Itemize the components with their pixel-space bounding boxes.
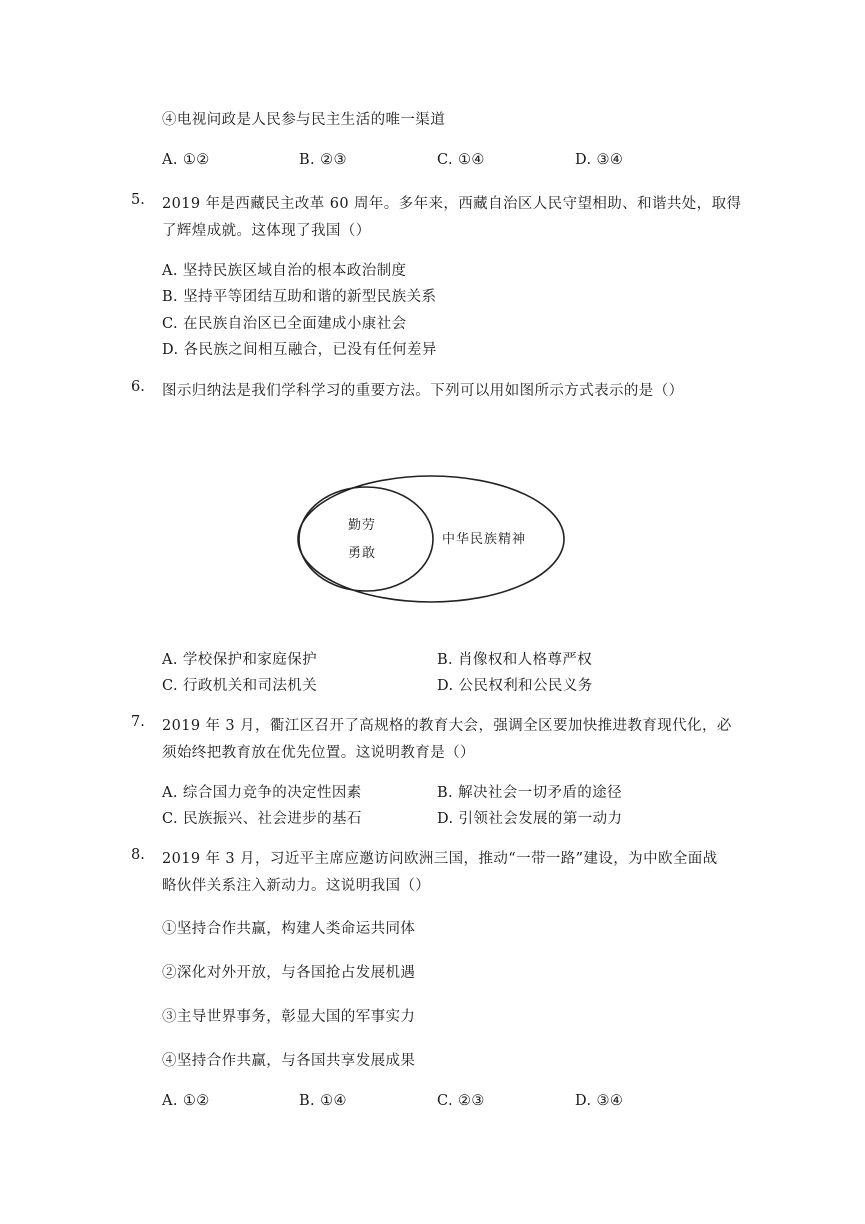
q8-statement-1: ①坚持合作共赢，构建人类命运共同体 xyxy=(162,921,416,937)
q8-option-a: A. ①② xyxy=(162,1093,210,1109)
q6-option-c: C. 行政机关和司法机关 xyxy=(162,678,318,694)
q5-stem-line-1: 2019 年是西藏民主改革 60 周年。多年来，西藏自治区人民守望相助、和谐共处，取得 xyxy=(162,196,742,212)
q5-option-c: C. 在民族自治区已全面建成小康社会 xyxy=(162,316,407,332)
q8-statement-4: ④坚持合作共赢，与各国共享发展成果 xyxy=(162,1053,416,1069)
q7-option-d: D. 引领社会发展的第一动力 xyxy=(437,811,623,827)
q5-option-d: D. 各民族之间相互融合，已没有任何差异 xyxy=(162,342,437,358)
q4-option-b: B. ②③ xyxy=(299,152,347,168)
q8-stem-line-1: 2019 年 3 月，习近平主席应邀访问欧洲三国，推动“一带一路”建设，为中欧全面战 xyxy=(162,851,718,867)
q4-option-d: D. ③④ xyxy=(575,152,624,168)
inner-ellipse xyxy=(299,487,433,591)
q7-stem-line-1: 2019 年 3 月，衢江区召开了高规格的教育大会，强调全区要加快推进教育现代化，必 xyxy=(162,718,732,734)
q6-option-a: A. 学校保护和家庭保护 xyxy=(162,652,317,668)
q4-option-c: C. ①④ xyxy=(437,152,485,168)
q4-option-a: A. ①② xyxy=(162,152,210,168)
q8-statement-3: ③主导世界事务，彰显大国的军事实力 xyxy=(162,1009,416,1025)
q6-number: 6. xyxy=(131,379,145,395)
q8-number: 8. xyxy=(131,847,145,863)
q6-option-d: D. 公民权利和公民义务 xyxy=(437,678,593,694)
q5-option-a: A. 坚持民族区域自治的根本政治制度 xyxy=(162,263,407,279)
q7-number: 7. xyxy=(131,714,145,730)
q8-option-c: C. ②③ xyxy=(437,1093,485,1109)
q8-statement-2: ②深化对外开放，与各国抢占发展机遇 xyxy=(162,965,416,981)
q7-stem-line-2: 须始终把教育放在优先位置。这说明教育是（） xyxy=(162,745,475,761)
q6-option-b: B. 肖像权和人格尊严权 xyxy=(437,652,593,668)
outer-label: 中华民族精神 xyxy=(442,532,527,547)
q8-option-b: B. ①④ xyxy=(299,1093,347,1109)
inner-label-line-1: 勤劳 xyxy=(348,518,377,533)
q5-number: 5. xyxy=(131,192,145,208)
q6-stem: 图示归纳法是我们学科学习的重要方法。下列可以用如图所示方式表示的是（） xyxy=(162,383,684,399)
q4-statement-4: ④电视问政是人民参与民主生活的唯一渠道 xyxy=(162,112,446,128)
q7-option-b: B. 解决社会一切矛盾的途径 xyxy=(437,785,622,801)
q5-stem-line-2: 了辉煌成就。这体现了我国（） xyxy=(162,223,371,239)
q7-option-a: A. 综合国力竞争的决定性因素 xyxy=(162,785,362,801)
q5-option-b: B. 坚持平等团结互助和谐的新型民族关系 xyxy=(162,289,437,305)
q7-option-c: C. 民族振兴、社会进步的基石 xyxy=(162,811,362,827)
q8-stem-line-2: 略伙伴关系注入新动力。这说明我国（） xyxy=(162,878,431,894)
inner-label-line-2: 勇敢 xyxy=(348,546,377,561)
venn-diagram xyxy=(296,474,568,604)
q8-option-d: D. ③④ xyxy=(575,1093,624,1109)
